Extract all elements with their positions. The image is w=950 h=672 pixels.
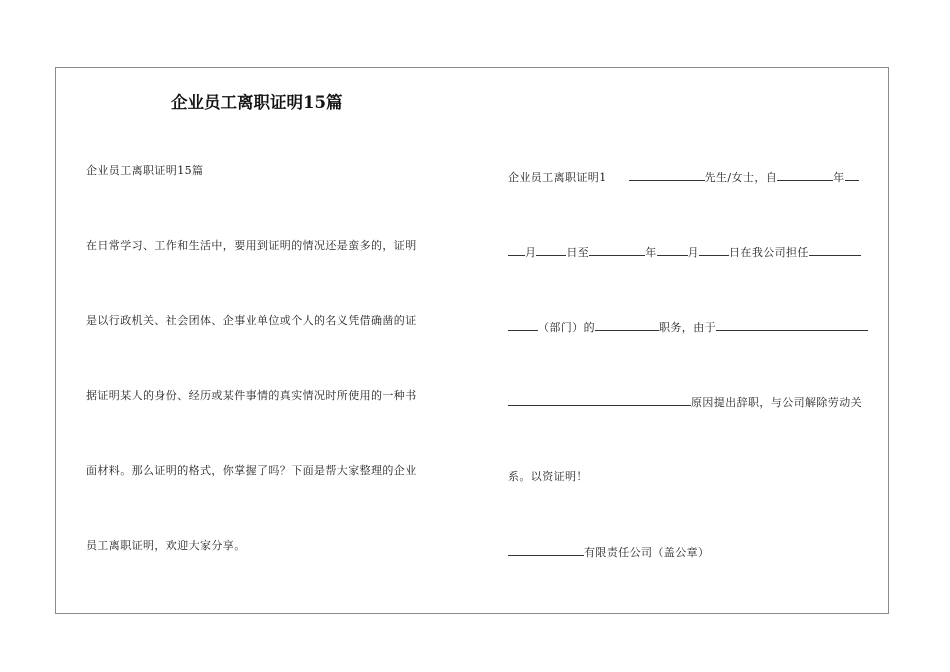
paragraph-line: 在日常学习、工作和生活中，要用到证明的情况还是蛮多的，证明 (86, 239, 417, 252)
work-text: 日在我公司担任 (729, 246, 809, 259)
certificate-line-3 (508, 318, 868, 335)
name-blank (629, 168, 705, 181)
paragraph-line: 面材料。那么证明的格式，你掌握了吗？下面是帮大家整理的企业 (86, 464, 417, 477)
month-text: 月 (525, 246, 537, 259)
paragraph-line: 据证明某人的身份、经历或某件事情的真实情况时所使用的一种书 (86, 389, 417, 402)
certificate-line-5 (508, 468, 588, 484)
certificate-line-4 (508, 393, 862, 410)
start-year-blank (777, 168, 833, 181)
year-text: 年 (645, 246, 657, 259)
end-month-blank (657, 243, 688, 256)
document-title: 企业员工离职证明15篇 (171, 93, 343, 112)
start-month-blank (508, 243, 525, 256)
position-blank-part (809, 243, 861, 256)
reason-text: 原因提出辞职，与公司解除劳动关 (691, 396, 862, 409)
conclusion-text: 系。以资证明！ (508, 470, 588, 483)
company-name-blank (508, 543, 584, 556)
start-month-blank-part (845, 168, 859, 181)
paragraph-line: 员工离职证明，欢迎大家分享。 (86, 539, 246, 552)
end-year-blank (589, 243, 645, 256)
certificate-line-6 (508, 543, 709, 560)
start-day-blank (536, 243, 566, 256)
duty-text: 职务，由于 (659, 321, 716, 334)
end-day-blank (699, 243, 729, 256)
certificate-heading: 企业员工离职证明1 (508, 171, 607, 184)
paragraph-line: 是以行政机关、社会团体、企事业单位或个人的名义凭借确凿的证 (86, 314, 417, 327)
department-blank (508, 318, 538, 331)
title-text: 先生/女士，自 (704, 171, 778, 184)
year-text: 年 (833, 171, 845, 184)
department-text: （部门）的 (538, 321, 595, 334)
reason-blank (508, 393, 691, 406)
reason-blank-part (716, 318, 868, 331)
day-to-text: 日至 (566, 246, 590, 259)
company-stamp-text: 有限责任公司（盖公章） (584, 546, 710, 559)
duty-blank (595, 318, 659, 331)
certificate-line-1 (508, 168, 859, 185)
page-frame (55, 67, 889, 614)
month-text: 月 (687, 246, 700, 259)
certificate-line-2 (508, 243, 861, 260)
left-subtitle: 企业员工离职证明15篇 (86, 164, 204, 177)
